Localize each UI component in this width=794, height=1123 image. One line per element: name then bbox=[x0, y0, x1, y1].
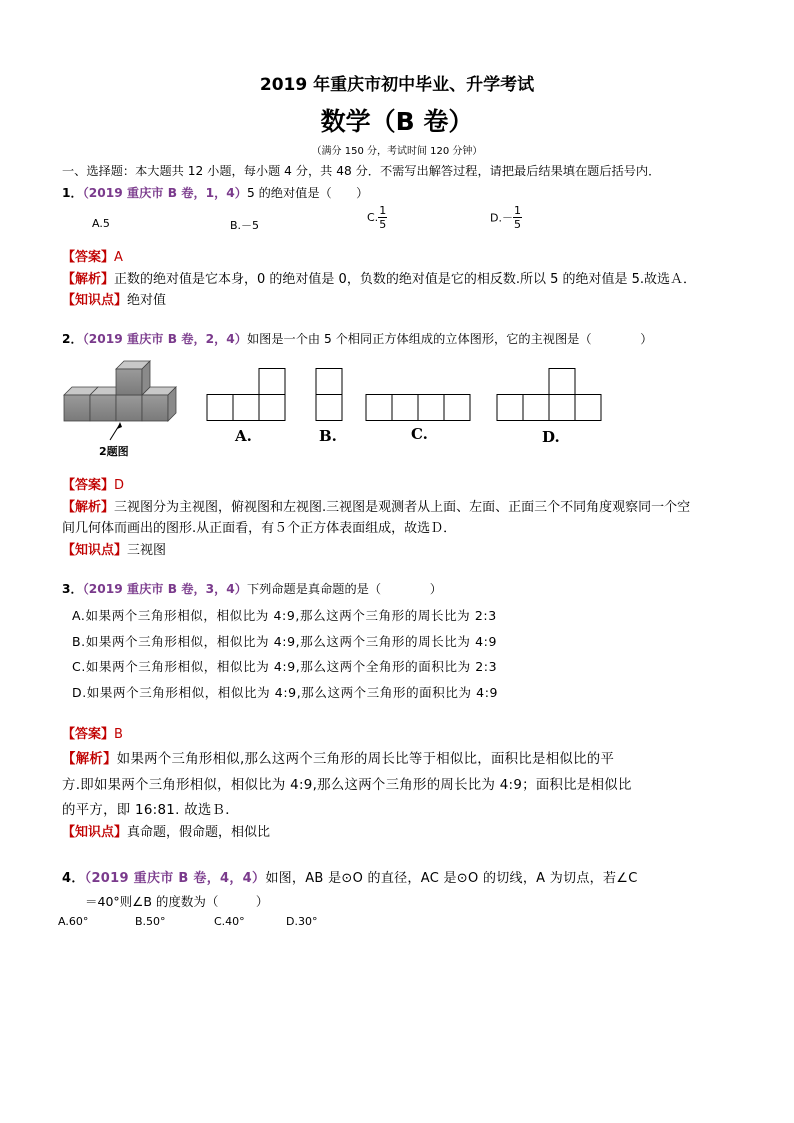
q2-option-a-label: A. bbox=[235, 427, 252, 445]
analysis-text: 三视图分为主视图，俯视图和左视图.三视图是观测者从上面、左面、正面三个不同角度观察同一个空 bbox=[114, 500, 691, 515]
knowledge-label: 【知识点】 bbox=[62, 543, 128, 558]
question-source: （2019 重庆市 B 卷，3，4） bbox=[82, 582, 247, 596]
q2-option-d-label: D. bbox=[542, 428, 560, 446]
q2-analysis-line2: 间几何体而画出的图形.从正面看，有５个正方体表面组成，故选Ｄ． bbox=[62, 521, 457, 536]
analysis-label: 【解析】 bbox=[62, 500, 115, 515]
question-source: （2019 重庆市 B 卷，2，4） bbox=[82, 332, 247, 346]
q1-option-a: A.5 bbox=[92, 217, 110, 230]
answer-value: A bbox=[114, 250, 123, 265]
question-4 bbox=[62, 867, 638, 886]
knowledge-text: 真命题，假命题，相似比 bbox=[127, 825, 271, 840]
analysis-text: 如果两个三角形相似,那么这两个三角形的周长比等于相似比，面积比是相似比的平 bbox=[116, 752, 615, 767]
q2-option-d-figure bbox=[495, 368, 605, 422]
fraction bbox=[513, 204, 522, 231]
section-heading: 一、选择题：本大题共 12 小题，每小题 4 分，共 48 分．不需写出解答过程，请把最后结果填在题后括号内． bbox=[62, 164, 661, 178]
q2-analysis bbox=[62, 496, 690, 515]
analysis-text: 正数的绝对值是它本身，0 的绝对值是 0，负数的绝对值是它的相反数.所以 5 的绝对值是 5.故选Ａ． bbox=[114, 272, 697, 287]
option-prefix: C. bbox=[367, 211, 379, 224]
q1-option-c bbox=[367, 204, 387, 231]
q4-option-b: B.50° bbox=[135, 915, 166, 928]
q3-answer bbox=[62, 723, 123, 742]
q4-option-d: D.30° bbox=[286, 915, 318, 928]
q2-option-a-figure bbox=[205, 368, 287, 422]
question-number: 3． bbox=[62, 582, 83, 596]
knowledge-text: 绝对值 bbox=[127, 293, 167, 308]
page-subtitle: 数学（B 卷） bbox=[320, 107, 474, 136]
option-prefix: D.－ bbox=[490, 211, 513, 225]
q3-option-a: A.如果两个三角形相似，相似比为 4:9,那么这两个三角形的周长比为 2:3 bbox=[72, 608, 497, 623]
question-3 bbox=[62, 580, 442, 597]
question-stem: 如图，AB 是⊙O 的直径，AC 是⊙O 的切线，A 为切点，若∠C bbox=[265, 871, 638, 886]
figure-caption: 2题图 bbox=[99, 445, 129, 458]
knowledge-text: 三视图 bbox=[127, 543, 167, 558]
q3-analysis bbox=[62, 748, 614, 767]
q3-analysis-line2: 方.即如果两个三角形相似，相似比为 4:9,那么这两个三角形的周长比为 4:9；面积比是相似比 bbox=[62, 778, 632, 793]
question-source: （2019 重庆市 B 卷，4，4） bbox=[84, 871, 266, 886]
answer-label: 【答案】 bbox=[62, 478, 115, 493]
q3-analysis-line3: 的平方，即 16:81. 故选Ｂ． bbox=[62, 803, 239, 818]
fraction-denominator: 5 bbox=[379, 218, 387, 231]
question-number: 2． bbox=[62, 332, 83, 346]
question-stem: 如图是一个由 5 个相同正方体组成的立体图形，它的主视图是（ ） bbox=[246, 332, 653, 346]
analysis-label: 【解析】 bbox=[62, 752, 117, 767]
q3-option-c: C.如果两个三角形相似，相似比为 4:9,那么这两个全角形的面积比为 2:3 bbox=[72, 659, 498, 674]
knowledge-label: 【知识点】 bbox=[62, 293, 128, 308]
knowledge-label: 【知识点】 bbox=[62, 825, 128, 840]
page-title: 2019 年重庆市初中毕业、升学考试 bbox=[259, 75, 535, 95]
q3-knowledge bbox=[62, 821, 270, 840]
question-1 bbox=[62, 184, 368, 201]
answer-label: 【答案】 bbox=[62, 250, 115, 265]
q2-answer bbox=[62, 474, 124, 493]
q2-option-b-label: B. bbox=[319, 427, 337, 445]
q1-analysis bbox=[62, 268, 696, 287]
question-stem: 下列命题是真命题的是（ ） bbox=[246, 582, 442, 596]
q3-option-b: B.如果两个三角形相似，相似比为 4:9,那么这两个三角形的周长比为 4:9 bbox=[72, 634, 498, 649]
question-4-line2: ＝40°则∠B 的度数为（ ） bbox=[85, 894, 269, 909]
q1-answer bbox=[62, 246, 123, 265]
q2-knowledge bbox=[62, 539, 166, 558]
q4-option-c: C.40° bbox=[214, 915, 245, 928]
fraction bbox=[378, 204, 387, 231]
q2-option-b-figure bbox=[314, 368, 344, 422]
question-source: （2019 重庆市 B 卷，1，4） bbox=[82, 186, 247, 200]
q1-knowledge bbox=[62, 289, 166, 308]
q2-option-c-figure bbox=[364, 393, 474, 422]
exam-note: （满分 150 分，考试时间 120 分钟） bbox=[311, 146, 483, 157]
answer-label: 【答案】 bbox=[62, 727, 115, 742]
q3-option-d: D.如果两个三角形相似，相似比为 4:9,那么这两个三角形的面积比为 4:9 bbox=[72, 685, 499, 700]
q2-cube-figure bbox=[62, 360, 192, 455]
fraction-numerator: 1 bbox=[379, 204, 387, 217]
answer-value: B bbox=[114, 727, 123, 742]
q4-option-a: A.60° bbox=[58, 915, 89, 928]
fraction-denominator: 5 bbox=[513, 218, 521, 231]
question-2 bbox=[62, 330, 653, 347]
q2-option-c-label: C. bbox=[411, 425, 428, 443]
question-number: 4． bbox=[62, 871, 85, 886]
answer-value: D bbox=[114, 478, 125, 493]
question-stem: 5 的绝对值是（ ） bbox=[246, 186, 369, 200]
analysis-label: 【解析】 bbox=[62, 272, 115, 287]
question-number: 1． bbox=[62, 186, 83, 200]
q1-option-b: B.－5 bbox=[230, 219, 260, 232]
q1-option-d bbox=[490, 204, 522, 231]
fraction-numerator: 1 bbox=[513, 204, 521, 217]
